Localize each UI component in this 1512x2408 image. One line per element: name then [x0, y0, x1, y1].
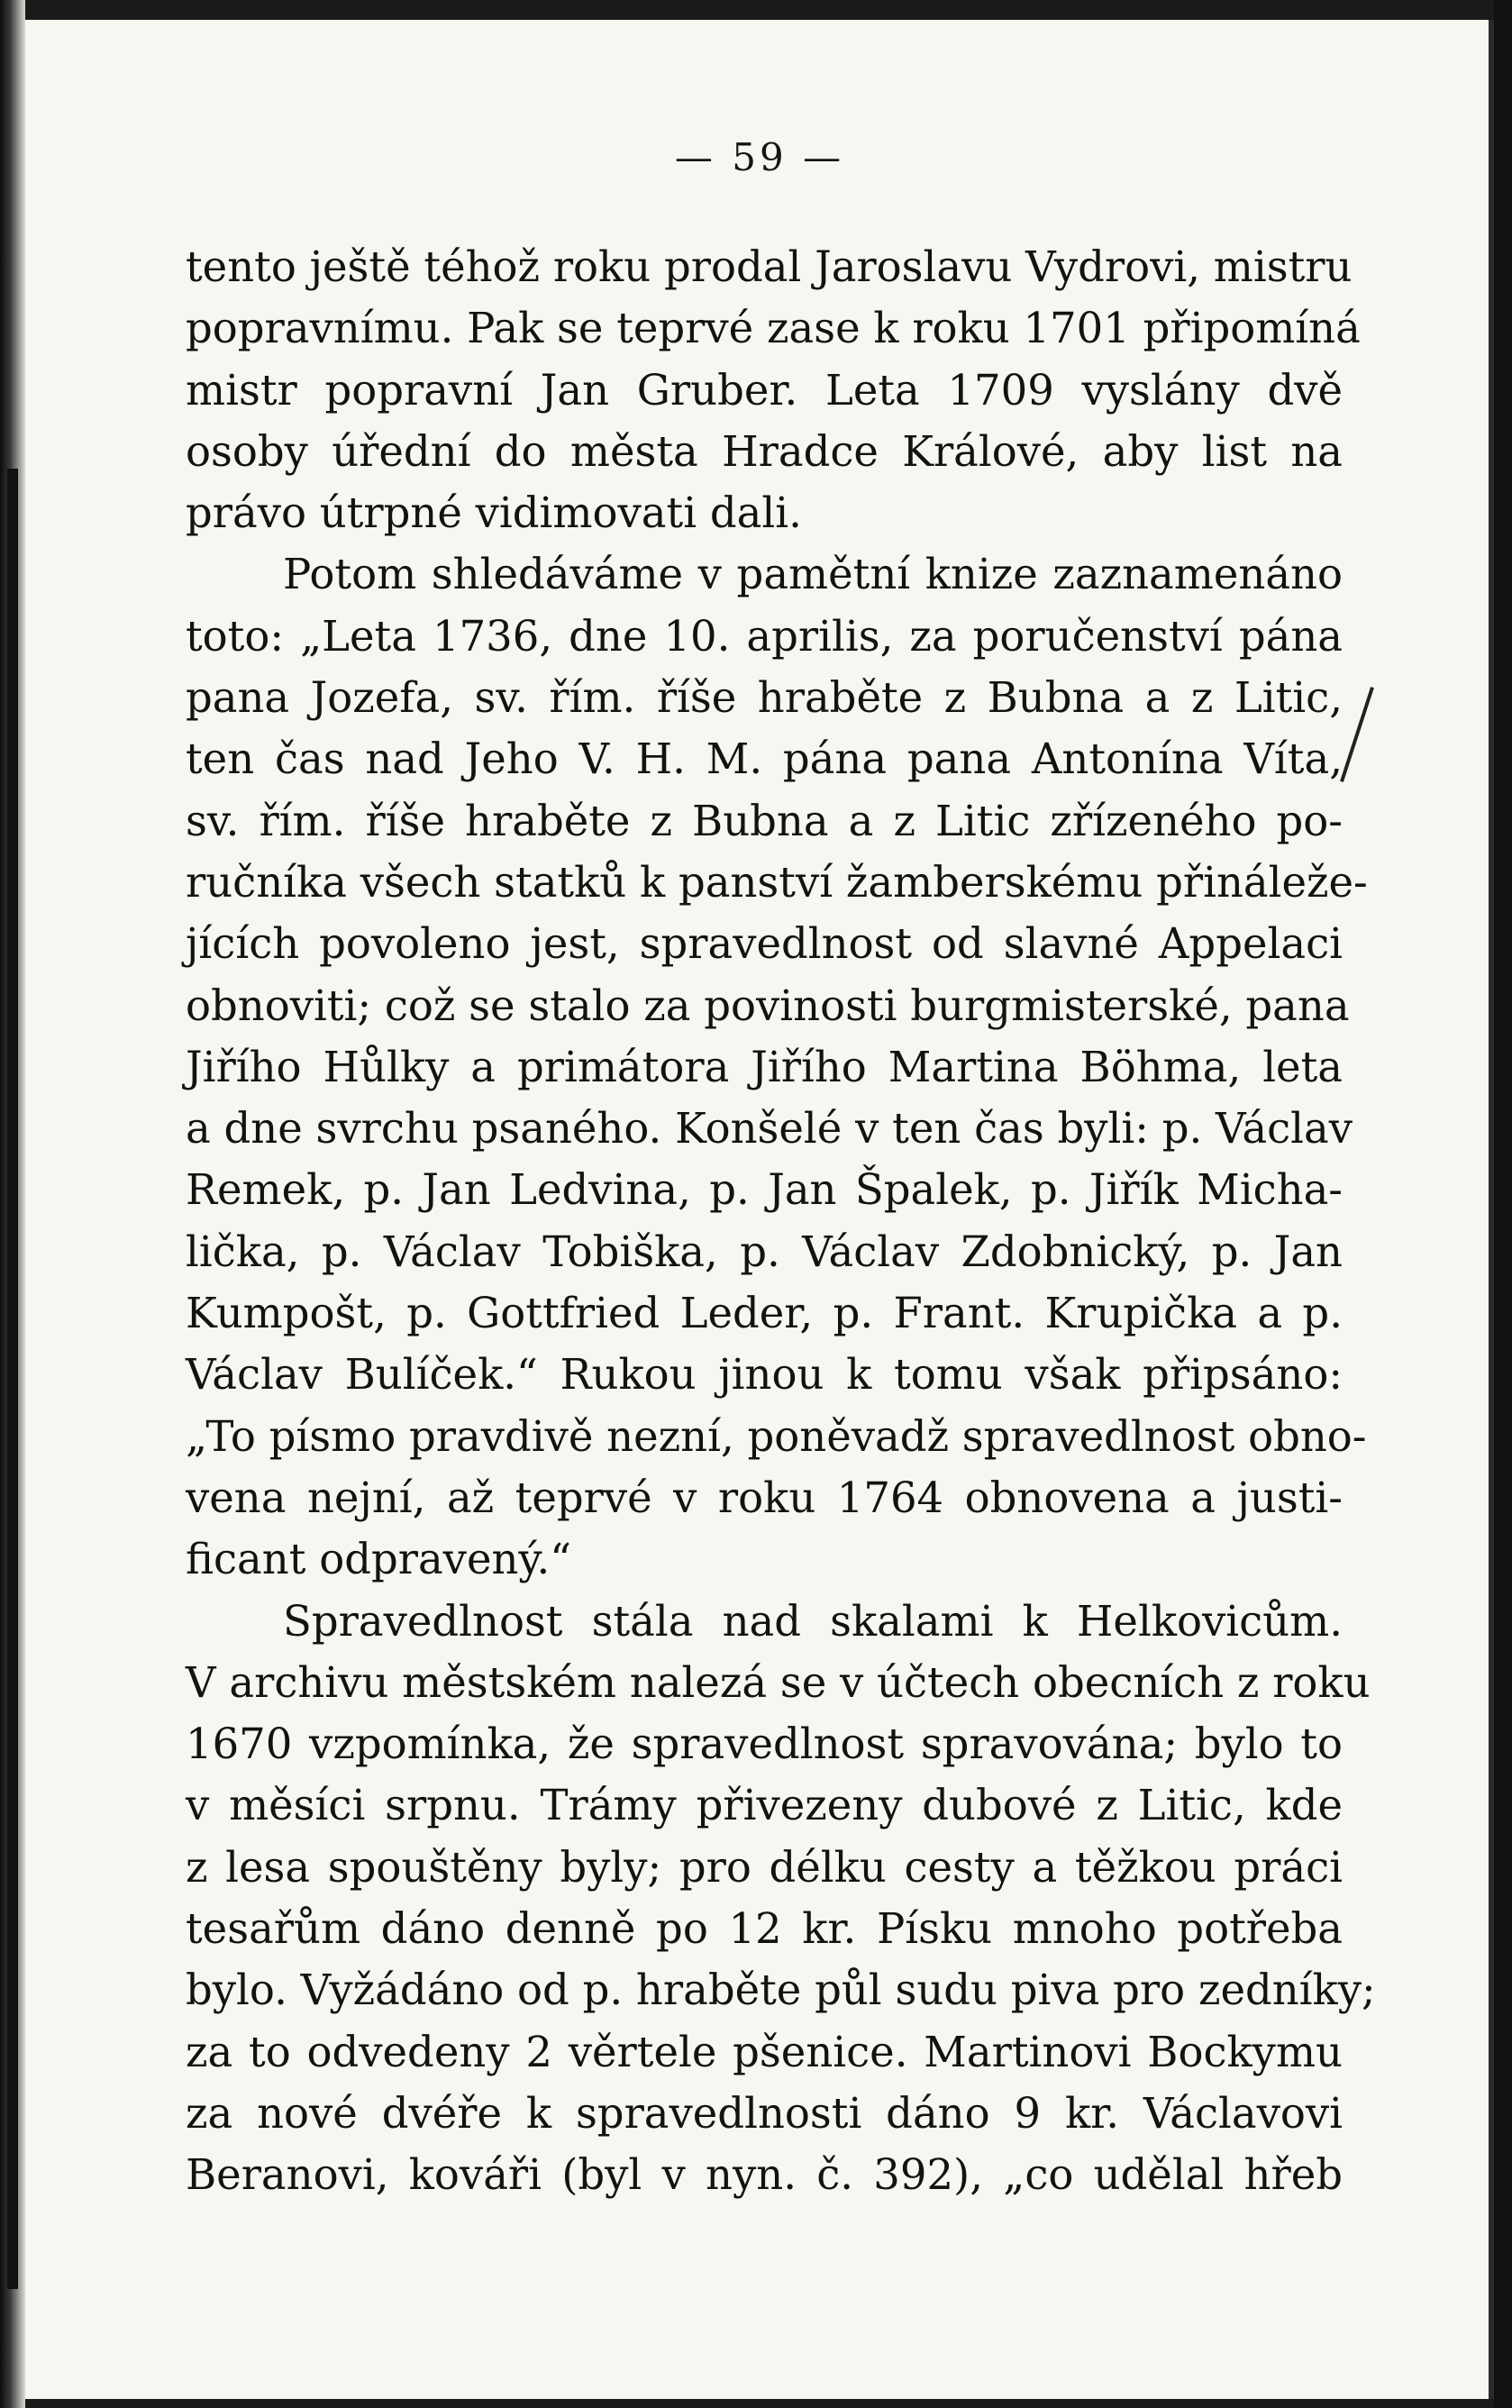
text-line: Spravedlnost stála nad skalami k Helkovicům.: [283, 1596, 1343, 1646]
text-line: toto: „Leta 1736, dne 10. aprilis, za poručenství pána: [186, 611, 1343, 661]
text-line: 1670 vzpomínka, že spravedlnost spravována; bylo to: [186, 1719, 1343, 1769]
text-line: osoby úřední do města Hradce Králové, aby list na: [186, 426, 1343, 476]
body-text: [186, 236, 1376, 2206]
text-line: jících povoleno jest, spravedlnost od slavné Appelaci: [186, 919, 1343, 969]
text-line: Jiřího Hůlky a primátora Jiřího Martina Böhma, leta: [186, 1042, 1343, 1091]
text-line: ručníka všech statků k panství žamberskému přináleže-: [186, 857, 1368, 907]
binding-shadow: [7, 469, 18, 2289]
page-number: — 59 —: [674, 135, 845, 179]
text-line: ficant odpravený.“: [186, 1535, 572, 1584]
text-line: bylo. Vyžádáno od p. hraběte půl sudu piva pro zedníky;: [186, 1966, 1376, 2015]
text-line: pana Jozefa, sv. řím. říše hraběte z Bubna a z Litic,: [186, 673, 1343, 723]
page-right-border: [1494, 0, 1512, 2408]
text-line: „To písmo pravdivě nezní, poněvadž spravedlnost obno-: [186, 1411, 1367, 1461]
text-line: V archivu městském nalezá se v účtech obecních z roku: [186, 1657, 1371, 1707]
text-line: a dne svrchu psaného. Konšelé v ten čas byli: p. Václav: [186, 1104, 1353, 1154]
text-line: Beranovi, kováři (byl v nyn. č. 392), „co udělal hřeb: [186, 2150, 1343, 2200]
text-line: vena nejní, až teprvé v roku 1764 obnovena a justi-: [186, 1473, 1343, 1522]
text-line: tesařům dáno denně po 12 kr. Písku mnoho potřeba: [186, 1904, 1343, 1954]
text-line: Kumpošt, p. Gottfried Leder, p. Frant. Krupička a p.: [186, 1289, 1343, 1338]
text-line: Remek, p. Jan Ledvina, p. Jan Špalek, p. Jiřík Micha-: [186, 1165, 1343, 1215]
text-line: Potom shledáváme v pamětní knize zaznamenáno: [283, 550, 1343, 599]
text-line: obnoviti; což se stalo za povinosti burgmisterské, pana: [186, 981, 1350, 1030]
text-line: tento ještě téhož roku prodal Jaroslavu Vydrovi, mistru: [186, 242, 1353, 291]
text-line: ten čas nad Jeho V. H. M. pána pana Antonína Víta,: [186, 734, 1343, 784]
text-line: lička, p. Václav Tobiška, p. Václav Zdobnický, p. Jan: [186, 1227, 1343, 1276]
text-line: Václav Bulíček.“ Rukou jinou k tomu však připsáno:: [186, 1350, 1343, 1400]
text-line: mistr popravní Jan Gruber. Leta 1709 vyslány dvě: [186, 365, 1343, 415]
text-line: za nové dvéře k spravedlnosti dáno 9 kr. Václavovi: [186, 2088, 1343, 2138]
text-line: z lesa spouštěny byly; pro délku cesty a těžkou práci: [186, 1842, 1343, 1892]
text-line: za to odvedeny 2 věrtele pšenice. Martinovi Bockymu: [186, 2027, 1343, 2076]
text-line: popravnímu. Pak se teprvé zase k roku 1701 připomíná: [186, 304, 1361, 353]
text-line: právo útrpné vidimovati dali.: [186, 488, 802, 538]
text-line: v měsíci srpnu. Trámy přivezeny dubové z Litic, kde: [186, 1781, 1343, 1830]
text-line: sv. řím. říše hraběte z Bubna a z Litic zřízeného po-: [186, 796, 1343, 845]
